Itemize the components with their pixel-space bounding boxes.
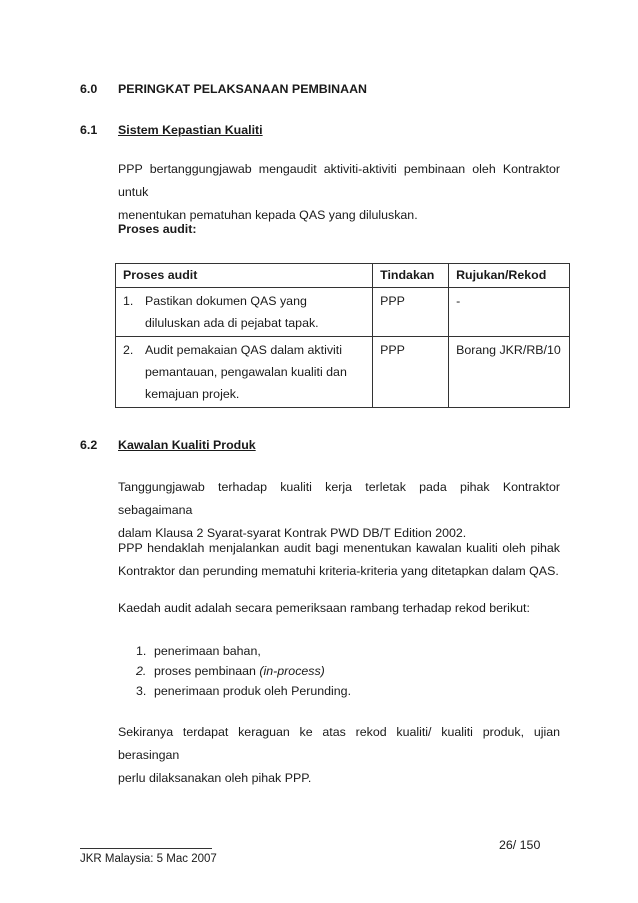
paragraph-line: dalam Klausa 2 Syarat-syarat Kontrak PWD DB/T Edition 2002. [118,526,467,540]
cell-text: Audit pemakaian QAS dalam aktiviti pemantauan, pengawalan kualiti dan kemajuan projek. [145,343,347,401]
list-number: 3. [136,684,147,698]
numbered-list [136,641,351,701]
table-cell [116,288,373,337]
table-cell: Borang JKR/RB/10 [449,337,570,408]
column-header: Rujukan/Rekod [449,264,570,288]
table-row [116,337,570,408]
list-text: proses pembinaan [154,664,260,678]
paragraph [118,721,560,790]
column-header: Tindakan [373,264,449,288]
paragraph-line: PPP bertanggungjawab mengaudit aktiviti-aktiviti pembinaan oleh Kontraktor untuk [118,162,560,199]
list-number: 2. [136,664,147,678]
table-row [116,288,570,337]
row-number: 2. [123,343,134,357]
subheading: Proses audit: [118,222,197,236]
list-item [136,681,351,701]
list-item [136,641,351,661]
table-header-row [116,264,570,288]
section-title: PERINGKAT PELAKSANAAN PEMBINAAN [118,82,367,96]
audit-table [115,263,570,408]
list-item [136,661,351,681]
table-cell [116,337,373,408]
table-cell: PPP [373,337,449,408]
subsection-title: Kawalan Kualiti Produk [118,438,256,452]
list-text: penerimaan bahan, [154,644,261,658]
column-header: Proses audit [116,264,373,288]
paragraph [118,537,560,583]
page-number: 26/ 150 [499,838,541,852]
paragraph-line: menentukan pematuhan kepada QAS yang diluluskan. [118,208,418,222]
list-number: 1. [136,644,147,658]
footer-divider [80,848,212,849]
list-text: penerimaan produk oleh Perunding. [154,684,352,698]
subsection-number: 6.2 [80,438,98,452]
table-cell: PPP [373,288,449,337]
cell-text: Pastikan dokumen QAS yang diluluskan ada di pejabat tapak. [145,294,319,330]
section-number: 6.0 [80,82,98,96]
paragraph [118,476,560,545]
paragraph-line: Sekiranya terdapat keraguan ke atas rekod kualiti/ kualiti produk, ujian berasingan [118,725,560,762]
paragraph [118,597,560,620]
subsection-number: 6.1 [80,123,98,137]
footer-text: JKR Malaysia: 5 Mac 2007 [80,853,217,865]
paragraph-line: perlu dilaksanakan oleh pihak PPP. [118,771,312,785]
paragraph-line: Kaedah audit adalah secara pemeriksaan rambang terhadap rekod berikut: [118,601,530,615]
subsection-title: Sistem Kepastian Kualiti [118,123,263,137]
paragraph-line: Tanggungjawab terhadap kualiti kerja terletak pada pihak Kontraktor sebagaimana [118,480,560,517]
table-cell: - [449,288,570,337]
list-text-italic: (in-process) [259,664,325,678]
paragraph-line: Kontraktor dan perunding mematuhi kriteria-kriteria yang ditetapkan dalam QAS. [118,564,559,578]
paragraph-line: PPP hendaklah menjalankan audit bagi menentukan kawalan kualiti oleh pihak [118,541,560,555]
paragraph [118,158,560,227]
row-number: 1. [123,294,134,308]
